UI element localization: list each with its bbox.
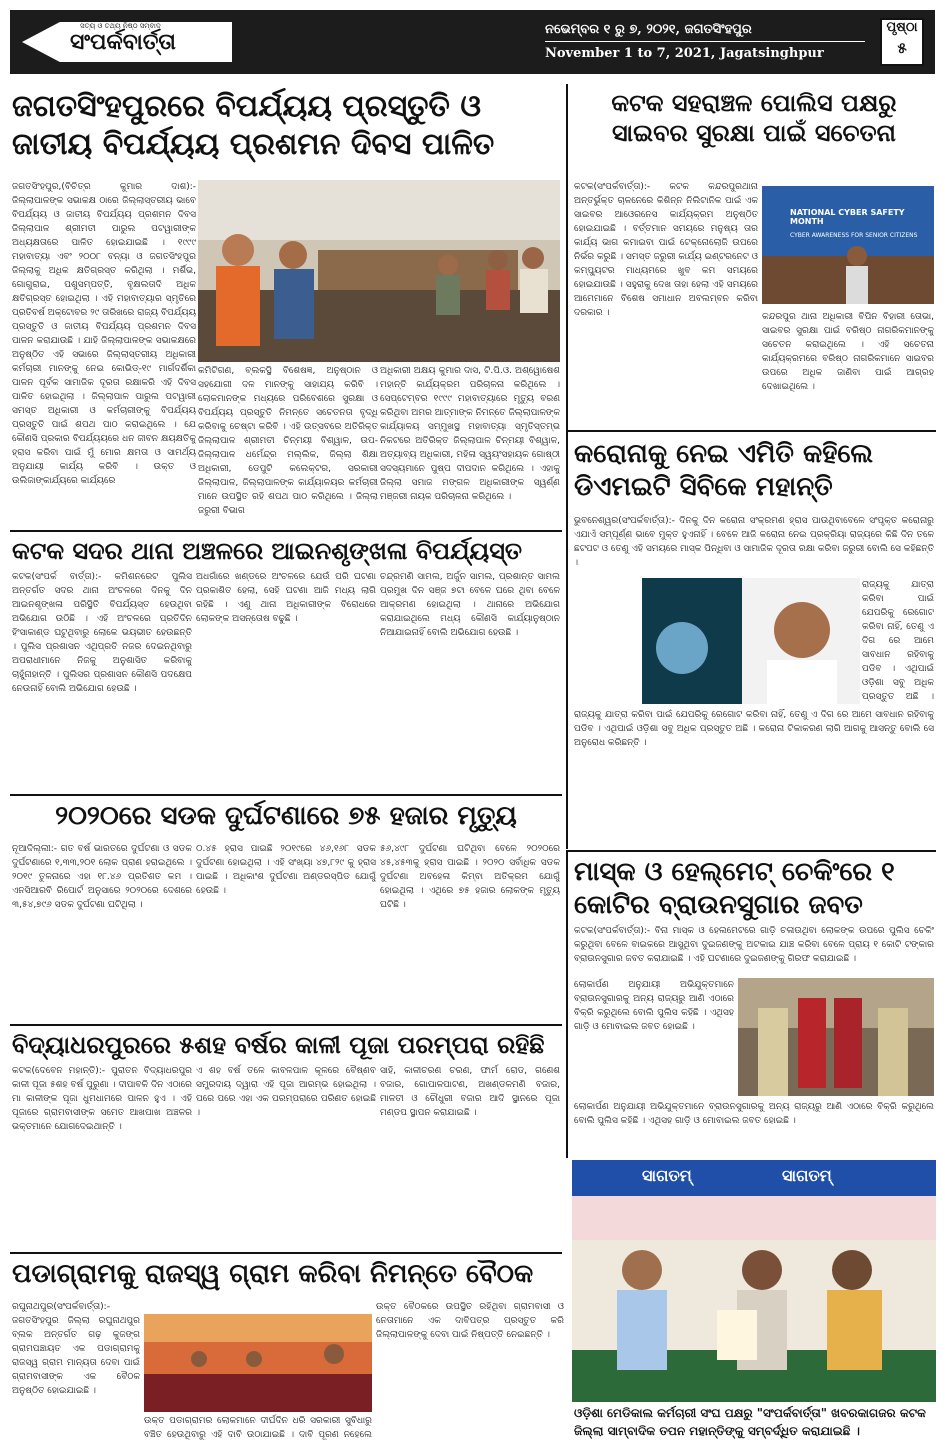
section-divider [568, 850, 936, 852]
cyber-banner-subtext: CYBER AWARENESS FOR SENIOR CITIZENS [790, 232, 918, 239]
date-divider [545, 41, 865, 42]
article-road-col3: ୫୬,୪୯୮ ଦୁର୍ଘଟଣା ଘଟିଥିବା ବେଳେ ୨୦୨୦ରେ ୪୫,୪୫୩କୁ ହ୍ରାସ ପାଇଛି । ୨୦୨୦ ସର୍ବାଧିକ ସଡକ ଦୁର୍ଘଟଣା ଅବହେଳା କିମ୍ବା ଅତିକ୍ରମ ଯୋଗୁଁ ହୋଇଥିଲା । ଏଥିରେ ୭୫ ହଜାର ଲୋକଙ୍କ ମୃତ୍ୟୁ ଘଟିଛି । [380, 844, 560, 910]
article-cyber-col1: କଟକ(ସଂପର୍କବାର୍ତ୍ତା):- କଟକ କନ୍ଦରପୁରଥାନା ଅନ୍ତର୍ଭୁକ୍ତ ଚାଳନେରେ କିଶିନ୍ନ ନିଲିଟାନିକ ପାଇଁ ଏକ ସାଇବର ଆଓେରନେସ କାର୍ଯ୍ୟକ୍ରମ ଅନୁଷ୍ଠିତ ହୋଇଯାଇଛି । ବର୍ତ୍ତମାନ ସମୟରେ ମନୁଷ୍ୟ ତାର କାର୍ଯ୍ୟ ଭାଗ କମାଇବା ପାଇଁ ଟେକ୍ନୋଲୋଜି ଉପରେ ନିର୍ଭର କରୁଛି । ସମସ୍ତ ଜରୁରୀ କାର୍ଯ୍ୟ ଇଣ୍ଟରନେଟ ଓ କମ୍ପ୍ୟୁଟର ମାଧ୍ୟମରେ ଖୁବ କମ ସମୟରେ ହୋଇଯାଉଛି । ସହୁରାକୁ ଦେଖ ତାହା ହେଲା ଏହି ସମୟରେ ଆମେମାନେ ବିଶେଷ ସମାଧାନ ଅବଲମ୍ବନ କରିବା ଦରକାର । [574, 182, 758, 318]
headline-disaster-day: ଜଗତସିଂହପୁରରେ ବିପର୍ଯ୍ୟୟ ପ୍ରସ୍ତୁତି ଓ ଜାତୀୟ ବିପର୍ଯ୍ୟୟ ପ୍ରଶମନ ଦିବସ ପାଳିତ [12, 89, 495, 162]
section-divider [10, 530, 562, 532]
logo-tagline: ସତ୍ୟ ଓ ତଥ୍ୟ ନିଷ୍ଠ ସମ୍ବାଦ [80, 22, 161, 30]
headline-brownsugar-seized: ମାସ୍କ ଓ ହେଲ୍‌ମେଟ୍ ଚେକିଂରେ ୧ କୋଟିର ବ୍ରାଉନସୁଗାର ଜବତ [574, 857, 895, 920]
section-divider [10, 1024, 562, 1026]
headline-cyber-awareness: କଟକ ସହରାଞ୍ଚଳ ପୋଲିସ ପକ୍ଷରୁ ସାଇବର ସୁରକ୍ଷା ପାଇଁ ସଚେତନା [611, 89, 897, 147]
column-divider [566, 850, 568, 1158]
felicitation-caption: ଓଡ଼ିଶା ମେଡିକାଲ କର୍ମଚାରୀ ସଂଘ ପକ୍ଷରୁ "ସଂପର୍କବାର୍ତ୍ତା" ଖବରକାଗଜର କଟକ ଜିଲ୍ଲା ସାମ୍ବାଦିକ ତପନ ମହାନ୍ତିଙ୍କୁ ସମ୍ବର୍ଦ୍ଧିତ କରାଯାଇଛି । [574, 1406, 926, 1438]
article-corona-intro: ଭୁବନେଶ୍ୱର(ସଂପର୍କବାର୍ତ୍ତା):- ଦିନକୁ ଦିନ କରୋନା ସଂକ୍ରମଣ ହ୍ରାସ ପାଉଥିବାବେଳେ ସଂପୃକ୍ତ କରୋନାରୁ ଏଯାଏଁ ସମ୍ପୂର୍ଣ୍ଣ ଭାବେ ମୁକ୍ତ ହୁଏନାହିଁ । ବେଳେ ଆଜି କରୋନା ନେଇ ପ୍ରକ୍ରିୟା ରାଜ୍ୟରେ କିଛି ଦିନ ତଳେ ଛଟପଟ ଓ ତେଣୁ ଏହି ସମୟରେ ମାସ୍କ ପିନ୍ଧିବା ଓ ସାମାଜିକ ଦୂରତା ରକ୍ଷା କରିବା ଜରୁରୀ ବୋଲି ସେ କହିଛନ୍ତି । [574, 516, 934, 568]
photo-corona-doctor [642, 578, 860, 704]
article-corona-body: ରାଜ୍ୟକୁ ଯାତ୍ରା କରିବା ପାଇଁ ଯେପରିକୁ ରେଗୋଟ କରିବା ନାହିଁ, ତେଣୁ ଏ ଦିଗ ରେ ଆମେ ସାବଧାନ ରହିବାକୁ ପଡିବ । ଏଥିପାଇଁ ଓଡ଼ିଶା ସବୁ ଅଧିକ ପ୍ରସ୍ତୁତ ଅଛି । କରୋନା ଟିକାକରଣ ଲାଗି ଆଗକୁ ଆସନ୍ତୁ ବୋଲି ସେ ଅନୁରୋଧ କରିଛନ୍ତି । [574, 710, 934, 748]
section-divider [10, 794, 562, 796]
article-road-col2: ୦.୪୫ ହ୍ରାସ ପାଇଛି ୨୦୧୯ରେ ୪୬,୧୬୮ ସଡକ ଦୁର୍ଘଟଣା ହୋଇଥିଲା । ଏହି ସଂଖ୍ୟା ୪୭,୮୨୯ କୁ ହ୍ରାସ ପାଇଛି । ଅଧିକାଂଶ ଦୁର୍ଘଟଣା ଅଣ୍ଡରସ୍ପିଡ ଯୋଗୁଁ ହେଉଛି । [196, 844, 376, 896]
article-kali-col3: ସାହି, କାଳୀଚରଣ ଚରଣ, ଫାର୍ମ ରୋଡ, ଗଣେଶ ବଜାର, ଗୋପାଳପାଟଣ, ଅଖଣ୍ଡଳମଣି ବଜାର, ମାଳତୀ ଓ ଚୌଧୁରୀ ବଜାର ଆଦି ସ୍ଥାନରେ ପୂଜା ମଣ୍ଡପ ସ୍ଥାପନ କରାଯାଇଛି । [380, 1066, 560, 1118]
article-kali-col1: କଟକ(ଦେବେନ ମହାନ୍ତି):- ପୁରାତନ ବିଦ୍ୟାଧରପୁର କାଳୀ ପୂଜା ୫ଶହ ବର୍ଷ ପୁରୁଣା । ଦୀପାବଳି ଦିନ ଏଠାରେ ମା କାଳୀଙ୍କ ପୂଜା ଧୁମଧାମରେ ପାଳନ ହୁଏ । ଏହି ପୂଜାରେ ଗ୍ରାମବାସୀଙ୍କ ସମେତ ଆଖପାଖ ଅଞ୍ଚଳର ଭକ୍ତମାନେ ଯୋଗଦେଇଥାନ୍ତି । [12, 1066, 192, 1132]
article-disaster-day-col3: ଅଧିକାରୀ ଅକ୍ଷୟ କୁମାର ଦାସ, ଟି.ପି.ଓ. ଅଶ୍ୱୋଷେଶ ମହାନ୍ତି କାର୍ଯ୍ୟକ୍ରମ ପରିଚାଳନା କରିଥିଲେ । ସେପ୍ଟେମ୍ବର ୧୯୯୯ ମହାବାତ୍ୟାରେ ମୃତ୍ୟୁ ବରଣ କରିଥିବା ଅମର ଆତ୍ମାଙ୍କ ନିମନ୍ତେ ଜିଲ୍ଲାପାଳଙ୍କ କାର୍ଯ୍ୟାଳୟ ସମ୍ମୁଖସ୍ଥ ମହାବାତ୍ୟା ସ୍ମୃତିସ୍ତମ୍ଭ ନିକଟରେ ଅତିରିକ୍ତ ଜିଲ୍ଲାପାଳ ଚିନ୍ମୟୀ ବିଶ୍ୱାଳ, ଅତ୍ୟାବ୍ୟ ଅଧିକାରୀ, ମହିଳା ସ୍ୱୟଂସହାୟକ ଗୋଷ୍ଠୀ ସଦସ୍ୟମାନେ ପୁଷ୍ପ ଦୀପଦାନ କରିଥିଲେ । ଏହାକୁ ଜିଲ୍ଲା ସମାଜ ମଙ୍ଗଳ ଅଧିକାରୀଙ୍କ ସ୍ୱର୍ଣ୍ଣ ମଞ୍ଜରୀ ନାୟକ ପରିଚାଳନା କରିଥିଲେ । [380, 366, 560, 502]
photo-cyber-event [762, 186, 934, 304]
article-cyber-col2: କନ୍ଦରପୁର ଥାନା ଅଧିକାରୀ ବିପିନ ବିହାରୀ ତୋଭା, ସାଇବର ସୁରକ୍ଷା ପାଇଁ ବରିଷ୍ଠ ନାଗରିକମାନଙ୍କୁ ସଚେତନ କରାଇଥିଲେ । ଏହି ସଚେତନା କାର୍ଯ୍ୟକ୍ରମରେ ବରିଷ୍ଠ ନାଗରିକମାନେ ସାଇବର ଉପରେ ଅଧିକ ଜାଣିବା ପାଇଁ ଆଗ୍ରହ ଦେଖାଇଥିଲେ । [762, 312, 934, 392]
article-law-col3: ଚନ୍ଦ୍ରମଣି ସାମଲ, ଅର୍ଜୁନ ସାମଲ, ପ୍ରଶାନ୍ତ ସାମଲ ପ୍ରମୁଖ ଦିନ ସଞ୍ଜ ୭ଟା ବେଳେ ଘରେ ଥିବା ବେଳେ ଆକ୍ରମଣ ହୋଇଥିଲା । ଥାନାରେ ଅଭିଯୋଗ କରାଯାଇଥିଲେ ମଧ୍ୟ କୌଣସି କାର୍ଯ୍ୟାନୁଷ୍ଠାନ ନିଆଯାଇନାହିଁ ବୋଲି ଅଭିଯୋଗ ହେଉଛି । [380, 572, 560, 638]
page-label: ପୃଷ୍ଠା [886, 20, 918, 35]
section-divider [568, 430, 936, 432]
photo-felicitation [572, 1160, 936, 1402]
article-road-col1: ନୂଆଦିଲ୍ଲୀ:- ଗତ ବର୍ଷ ଭାରତରେ ଦୁର୍ଘଟଣା ଓ ସଡକ ଦୁର୍ଘଟଣାରେ ୧,୩୩,୨୦୧ ଲୋକ ପ୍ରାଣ ହରାଇଥିଲେ । ୨୦୧୯ ତୁଳନାରେ ଏହା ୧୮.୪୬ ପ୍ରତିଶତ କମ । ଏନସିଆରବି ରିପୋର୍ଟ ଅନୁସାରେ ୨୦୨୦ରେ ଦେଶରେ ୩,୫୪,୭୯୬ ସଡକ ଦୁର୍ଘଟଣା ଘଟିଥିଲା । [12, 844, 192, 910]
article-brownsugar-body: ଲୋକାର୍ପଣ ଅନୁଯାୟୀ ଅଭିଯୁକ୍ତମାନେ ବ୍ରାଉନସୁଗାରକୁ ଅନ୍ୟ ରାଜ୍ୟରୁ ଆଣି ଏଠାରେ ବିକ୍ରି କରୁଥିଲେ ବୋଲି ପୁଲିସ କହିଛି । ଏଥିସହ ଗାଡ଼ି ଓ ମୋବାଇଲ ଜବତ ହୋଇଛି । [574, 1102, 934, 1126]
photo-oath-ceremony [198, 180, 560, 362]
issue-date-odia: ନଭେମ୍ବର ୧ ରୁ ୭, ୨୦୨୧, ଜଗତସିଂହପୁର [545, 22, 752, 37]
article-law-col1: କଟକ(ସଂପର୍କ ବାର୍ତ୍ତା):- କମିଶନରେଟ ପୁଲିସ ଅନ୍ତର୍ଗତ ସଦର ଥାନା ଅଂଚଳରେ ଦିନକୁ ଦିନ ଆଇନଶୃଙ୍ଖଳା ପରିସ୍ଥିତି ବିପର୍ଯ୍ୟସ୍ତ ହେଉଥିବା ଅଭିଯୋଗ ଉଠିଛି । ଏହି ଅଂଚଳରେ ପ୍ରତିଦିନ ହିଂସାକାଣ୍ଡ ଘଟୁଥିବାରୁ ଲୋକେ ଭୟଭୀତ ହେଉଛନ୍ତି । ପୁଲିସ ପ୍ରଶାସନ ଏଥିପ୍ରତି ନଜର ଦେଇନଥିବାରୁ ଅପରାଧୀମାନେ ନିଜକୁ ଅନୁଶାସିତ କରିବାକୁ ଚାହୁଁନାହାନ୍ତି । ପୁଲିସର ପ୍ରଶାସନ କୌଣସି ପଦକ୍ଷେପ ନେଉନାହିଁ ବୋଲି ଅଭିଯୋଗ ହେଉଛି । [12, 572, 192, 694]
article-disaster-day-col2: କମିଟିଗଣ, ବ୍ଲକସ୍ଥି ବିଶେଷଜ୍ଞ, ଅନୁଷ୍ଠାନ ଓ ସହଯୋଗୀ ଦଳ ମାନଙ୍କୁ ସାହାଯ୍ୟ କରିବି । ଲୋକମାନଙ୍କ ମଧ୍ୟରେ ପରିବେଶରେ ସୁରକ୍ଷା ଓ ବିପର୍ଯ୍ୟୟ ପ୍ରସ୍ତୁତି ନିମନ୍ତେ ସଚେତନତା ବୃଦ୍ଧି କରିବାକୁ ଚେଷ୍ଟା କରିବି । ଏହି ଉତ୍ସବରେ ଅତିରିକ୍ତ ଜିଲ୍ଲାପାଳ ଶ୍ରୀମତୀ ଚିନ୍ମୟୀ ବିଶ୍ୱାଳ, ଉପ-ଜିଲ୍ଲାପାଳ ଧର୍ମେନ୍ଦ୍ର ମଲ୍ଲିକ, ଜିଲ୍ଲା ଶିକ୍ଷା ଅଧିକାରୀ, ଡେପୁଟି କଲେକ୍ଟର, ସରକାରୀ ଜିଲ୍ଲାପାଳ, ଜିଲ୍ଲାପାଳଙ୍କ କାର୍ଯ୍ୟାଳୟର କର୍ମଚାରୀ ମାନେ ଉପସ୍ଥିତ ରହି ଶପଥ ପାଠ କରିଥିଲେ । ଜିଲ୍ଲା ଜରୁରୀ ବିଭାଗ [198, 366, 378, 516]
newspaper-title: ସଂପର୍କବାର୍ତ୍ତା [70, 30, 176, 55]
banner-welcome-right: ସାଗତମ୍ [782, 1166, 832, 1185]
article-meeting-col1: ରଘୁନାଥପୁର(ସଂପର୍କବାର୍ତ୍ତା):- ଜଗତସିଂହପୁର ଜିଲ୍ଲା ରଘୁନାଥପୁର ବ୍ଲକ ଅନ୍ତର୍ଗତ ଗଢ଼ କୁଜଙ୍ଗ ଗ୍ରାମପଞ୍ଚାୟତ ଏକ ପଡାଗ୍ରାମକୁ ରାଜସ୍ୱ ଗ୍ରାମ ମାନ୍ୟତା ଦେବା ପାଇଁ ଗ୍ରାମବାସୀଙ୍କ ଏକ ବୈଠକ ଅନୁଷ୍ଠିତ ହୋଇଯାଇଛି । [12, 1302, 140, 1396]
photo-village-meeting [144, 1314, 372, 1412]
cyber-banner-text: NATIONAL CYBER SAFETY MONTH [790, 208, 905, 226]
article-meeting-caption: ଉକ୍ତ ପଡାଗ୍ରାମର ଲୋକମାନେ ଦୀର୍ଘଦିନ ଧରି ସରକାରୀ ସୁବିଧାରୁ ବଞ୍ଚିତ ହେଉଥିବାରୁ ଏହି ଦାବି ଉଠାଯାଇଛି । ଦାବି ପୂରଣ ନହେଲେ [144, 1416, 372, 1440]
headline-cuttack-law-order: କଟକ ସଦର ଥାନା ଅଞ୍ଚଳରେ ଆଇନଶୃଙ୍ଖଳା ବିପର୍ଯ୍ୟସ୍ତ [12, 537, 522, 565]
headline-corona-dmet: କରୋନାକୁ ନେଇ ଏମିତି କହିଲେ ଡିଏମଇଟି ସିବିକେ ମହାନ୍ତି [574, 439, 874, 502]
article-disaster-day-col1: ଜଗତସିଂହପୁର,(ବିଚିତ୍ର କୁମାର ଦାଶ):- ଜିଲ୍ଲାପାଳଙ୍କ ସଭାକକ୍ଷ ଠାରେ ଜିଲ୍ଲାସ୍ତରୀୟ ଭାବେ ବିପର୍ଯ୍ୟୟ ଓ ଜାତୀୟ ବିପର୍ଯ୍ୟୟ ପ୍ରଶମନ ଦିବସ ଜିଲ୍ଲାପାଳ ଶ୍ରୀମତୀ ପାରୁଲ ପଟୱାରୀଙ୍କ ଅଧ୍ୟକ୍ଷତାରେ ପାଳିତ ହୋଇଯାଇଛି । ୧୯୯୯ ମହାବାତ୍ୟା ଏବଂ ୨୦୦୮ ବନ୍ୟା ଓ ଜଗତସିଂହପୁର ଜିଲ୍ଲାକୁ ଅଧିକ କ୍ଷତିଗ୍ରସ୍ତ କରିଥିଲା । ମର୍ଶିଭ, ଗୋଗୁରାଇ, ପଶୁସମ୍ପତ୍ତି, ବୃକ୍ଷଲତାଦି ଅଧିକ କ୍ଷତିଗ୍ରସ୍ତ ହୋଇଥିଲା । ଏହି ମହାବାତ୍ୟାର ସ୍ମୃତିରେ ପ୍ରତିବର୍ଷ ଅକ୍ଟୋବର ୨୯ ତାରିଖରେ ରାଜ୍ୟ ବିପର୍ଯ୍ୟୟ ପ୍ରସ୍ତୁତି ଓ ଜାତୀୟ ବିପର୍ଯ୍ୟୟ ପ୍ରଶମନ ଦିବସ ପାଳନ କରାଯାଉଛି । ଯାହି ଜିଲ୍ଲାପାଳଙ୍କ ସଭାକକ୍ଷରେ ଅନୁଷ୍ଠିତ ଏହି ସଭାରେ ଜିଲ୍ଲାସ୍ତରୀୟ ଅଧିକାରୀ କର୍ମଚାରୀ ମାନଙ୍କୁ ନେଇ କୋଭିଡ୍-୧୯ ମାର୍ଗଦର୍ଶିକା ପାଳନ ପୂର୍ବକ ସାମାଜିକ ଦୂରତା ରକ୍ଷାକରି ଏହି ଦିବସ ପାଳିତ ହୋଇଥିଲା । ଜିଲ୍ଲାପାଳ ପାରୁଲ ପଟୱାରୀ ସମସ୍ତ ଅଧିକାରୀ ଓ କର୍ମଚାରୀଙ୍କୁ ବିପର୍ଯ୍ୟୟ ପ୍ରସ୍ତୁତି ପାଇଁ ଶପଥ ପାଠ କରାଇଥିଲେ । ଯେ କୌଣସି ପ୍ରକାର ବିପର୍ଯ୍ୟୟରେ ଧନ ଜୀବନ କ୍ଷୟକ୍ଷତିକୁ ହ୍ରାସ କରିବା ପାଇଁ ମୁଁ ମୋର କ୍ଷମତା ଓ ସାମର୍ଥ୍ୟ ଅନୁଯାୟୀ କାର୍ଯ୍ୟ କରିବି । ଉକ୍ତ ଓ ଉଲିଜାଙ୍କାର୍ଯ୍ୟରେ କାର୍ଯ୍ୟରେ [12, 182, 196, 486]
column-divider [566, 84, 568, 849]
article-meeting-col3: ଉକ୍ତ ବୈଠକରେ ଉପସ୍ଥିତ ରହିଥିବା ଗ୍ରାମବାସୀ ଓ ନେତାମାନେ ଏକ ଦାବିପତ୍ର ପ୍ରସ୍ତୁତ କରି ଜିଲ୍ଲାପାଳଙ୍କୁ ଦେବା ପାଇଁ ନିଷ୍ପତ୍ତି ନେଇଛନ୍ତି । [376, 1302, 564, 1340]
section-divider [10, 1252, 562, 1254]
article-brownsugar-col1: ଲୋକାର୍ପଣ ଅନୁଯାୟୀ ଅଭିଯୁକ୍ତମାନେ ବ୍ରାଉନସୁଗାରକୁ ଅନ୍ୟ ରାଜ୍ୟରୁ ଆଣି ଏଠାରେ ବିକ୍ରି କରୁଥିଲେ ବୋଲି ପୁଲିସ କହିଛି । ଏଥିସହ ଗାଡ଼ି ଓ ମୋବାଇଲ ଜବତ ହୋଇଛି । [574, 980, 734, 1032]
page-number-box [880, 18, 924, 66]
article-corona-side: ରାଜ୍ୟକୁ ଯାତ୍ରା କରିବା ପାଇଁ ଯେପରିକୁ ରେଗୋଟ କରିବା ନାହିଁ, ତେଣୁ ଏ ଦିଗ ରେ ଆମେ ସାବଧାନ ରହିବାକୁ ପଡିବ । ଏଥିପାଇଁ ଓଡ଼ିଶା ସବୁ ଅଧିକ ପ୍ରସ୍ତୁତ ଅଛି । [862, 580, 934, 702]
banner-welcome-left: ସାଗତମ୍ [642, 1166, 692, 1185]
article-kali-col2: ଏ ଶହ ବର୍ଷ ତଳେ କାବଳପାଳ କୂଳରେ ବୈଷ୍ଣବ ସମ୍ପ୍ରଦାୟ ଦ୍ୱାରା ଏହି ପୂଜା ଆରମ୍ଭ ହୋଇଥିଲା । ପରେ ପରେ ଏହା ଏକ ପରମ୍ପରାରେ ପରିଣତ ହୋଇଛି । [196, 1066, 376, 1118]
photo-brownsugar-accused [738, 978, 934, 1096]
page-number: ୫ [897, 39, 907, 57]
article-brownsugar-intro: କଟକ(ସଂପର୍କବାର୍ତ୍ତା):- ବିନା ମାସ୍କ ଓ ହେଲମେଟରେ ଗାଡ଼ି ଚଳାଉଥିବା ଲୋକଙ୍କ ଉପରେ ପୁଲିସ ଚେକିଂ କରୁଥିବା ବେଳେ ବାଇକରେ ଆସୁଥିବା ଦୁଇଜଣଙ୍କୁ ଅଟକାଇ ଯାଞ୍ଚ କରିବା ବେଳେ ପ୍ରାୟ ୧ କୋଟି ଟଙ୍କାର ବ୍ରାଉନସୁଗାର ଜବତ କରାଯାଇଛି । ଏହି ଘଟଣାରେ ଦୁଇଜଣଙ୍କୁ ଗିରଫ କରାଯାଇଛି । [574, 926, 934, 964]
headline-revenue-village-meeting: ପଡାଗ୍ରାମକୁ ରାଜସ୍ୱ ଗ୍ରାମ କରିବା ନିମନ୍ତେ ବୈଠକ [12, 1259, 534, 1289]
headline-kali-puja: ବିଦ୍ୟାଧରପୁରରେ ୫ଶହ ବର୍ଷର କାଳୀ ପୂଜା ପରମ୍ପରା ରହିଛି [12, 1031, 545, 1059]
article-law-col2: ଅଧଗାଁରେ ଖଣ୍ଡରେ ଅଂଚଳରେ ଯେଉଁ ପରି ଘଟଣା ପ୍ରକାଶିତ ହେଲା, ସେହି ଘଟଣା ଆଜି ମଧ୍ୟ ଲାଗି ରହିଛି । ଏଣୁ ଥାନା ଅଧିକାରୀଙ୍କ ବିରୋଧରେ ଲୋକଙ୍କ ଅସନ୍ତୋଷ ବଢୁଛି । [196, 572, 376, 624]
headline-road-accidents: ୨୦୨୦ରେ ସଡକ ଦୁର୍ଘଟଣାରେ ୭୫ ହଜାର ମୃତ୍ୟୁ [55, 801, 517, 831]
issue-date-english: November 1 to 7, 2021, Jagatsinghpur [545, 46, 824, 61]
